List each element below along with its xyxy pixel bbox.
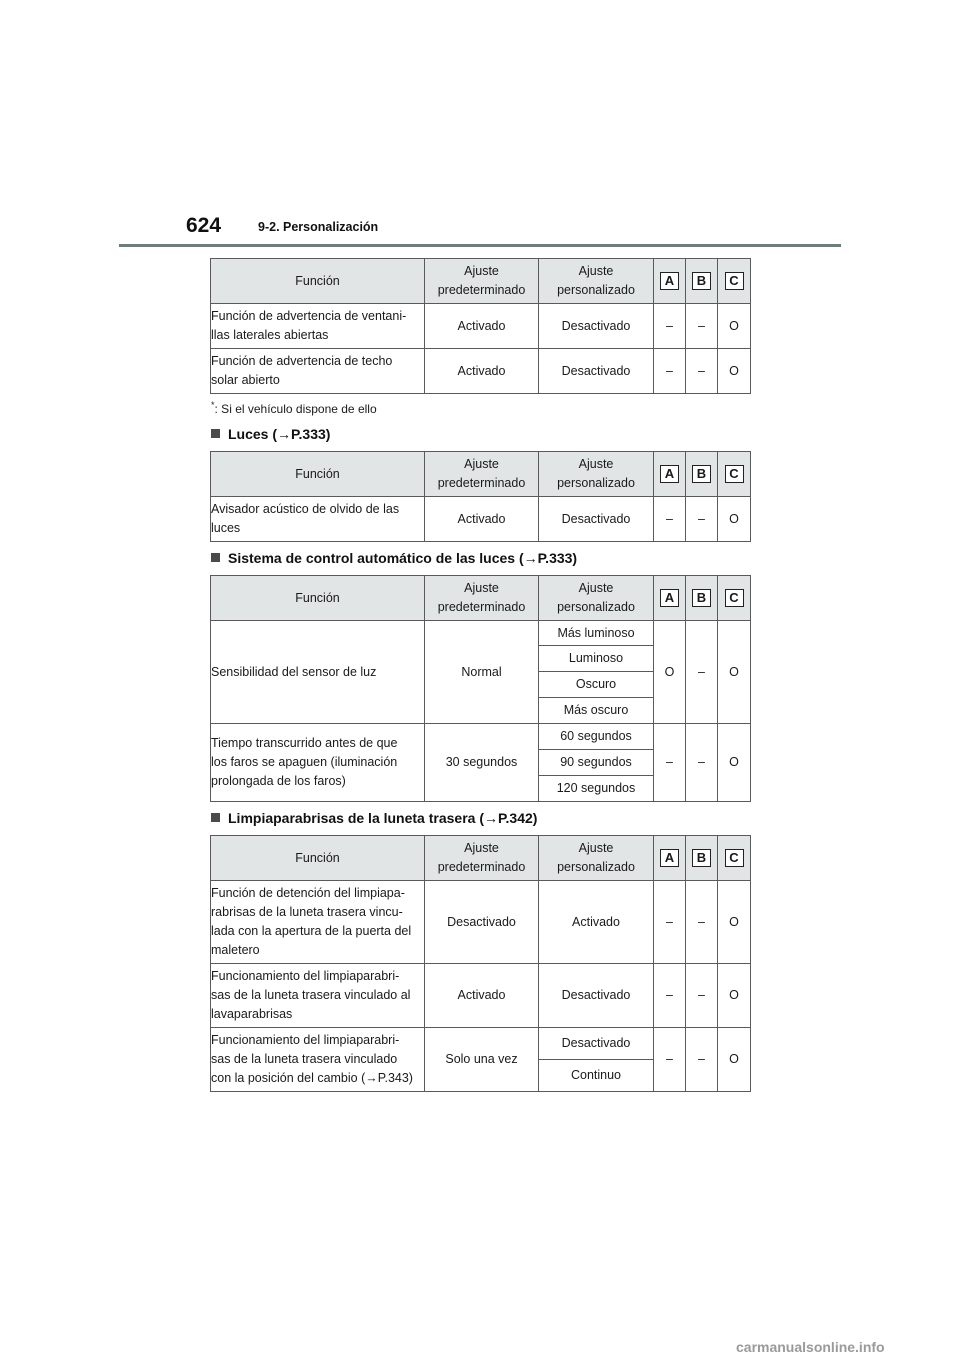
- header-default: Ajuste predeterminado: [425, 836, 539, 881]
- cell-b: –: [686, 724, 718, 802]
- header-custom: Ajuste personalizado: [539, 259, 654, 304]
- header-default: Ajuste predeterminado: [425, 259, 539, 304]
- header-default: Ajuste predeterminado: [425, 452, 539, 497]
- table-header-row: [211, 576, 751, 621]
- cell-function: Sensibilidad del sensor de luz: [211, 621, 425, 724]
- cell-default: Activado: [425, 349, 539, 394]
- cell-c: O: [718, 621, 751, 724]
- cell-option: 60 segundos: [539, 724, 654, 750]
- table-rear-wiper: [210, 835, 750, 1092]
- cell-option: Oscuro: [539, 672, 654, 698]
- table-header-row: [211, 836, 751, 881]
- cell-option: 90 segundos: [539, 750, 654, 776]
- cell-function: Función de advertencia de ventani- llas laterales abiertas: [211, 304, 425, 349]
- table-row: [211, 1028, 751, 1060]
- cell-b: –: [686, 304, 718, 349]
- cell-c: O: [718, 349, 751, 394]
- cell-function: Función de advertencia de techo solar abierto: [211, 349, 425, 394]
- cell-a: –: [654, 349, 686, 394]
- subhead-rear-wiper: Limpiaparabrisas de la luneta trasera (→P.342): [211, 810, 537, 826]
- cell-function: Funcionamiento del limpiaparabri- sas de la luneta trasera vinculado con la posición del cambio (→P.343): [211, 1028, 425, 1092]
- cell-function: Función de detención del limpiapa- rabrisas de la luneta trasera vincu- lada con la apertura de la puerta del maletero: [211, 881, 425, 964]
- table-row: [211, 497, 751, 542]
- header-custom: Ajuste personalizado: [539, 576, 654, 621]
- cell-function: Avisador acústico de olvido de las luces: [211, 497, 425, 542]
- cell-default: Activado: [425, 497, 539, 542]
- cell-b: –: [686, 497, 718, 542]
- cell-option: Luminoso: [539, 646, 654, 672]
- table-header-row: [211, 259, 751, 304]
- table-row: [211, 349, 751, 394]
- header-custom: Ajuste personalizado: [539, 452, 654, 497]
- cell-c: O: [718, 881, 751, 964]
- bullet-square-icon: [211, 553, 220, 562]
- cell-b: –: [686, 621, 718, 724]
- cell-default: Activado: [425, 964, 539, 1028]
- table-row: [211, 621, 751, 646]
- header-custom: Ajuste personalizado: [539, 836, 654, 881]
- header-function: Función: [211, 836, 425, 881]
- cell-default: Solo una vez: [425, 1028, 539, 1092]
- table-row: [211, 881, 751, 964]
- cell-default: Desactivado: [425, 881, 539, 964]
- header-a: A: [654, 576, 686, 621]
- cell-b: –: [686, 1028, 718, 1092]
- section-title: 9-2. Personalización: [258, 220, 379, 234]
- watermark: carmanualsonline.info: [736, 1339, 885, 1355]
- cell-b: –: [686, 964, 718, 1028]
- header-b: B: [686, 576, 718, 621]
- cell-b: –: [686, 881, 718, 964]
- table-row: [211, 724, 751, 750]
- cell-b: –: [686, 349, 718, 394]
- cell-default: 30 segundos: [425, 724, 539, 802]
- cell-a: –: [654, 304, 686, 349]
- footnote: *: Si el vehículo dispone de ello: [211, 400, 377, 416]
- cell-custom: Desactivado: [539, 349, 654, 394]
- bullet-square-icon: [211, 813, 220, 822]
- header-b: B: [686, 452, 718, 497]
- header-rule: [119, 244, 841, 247]
- cell-custom: Desactivado: [539, 964, 654, 1028]
- header-c: C: [718, 452, 751, 497]
- cell-custom: Desactivado: [539, 497, 654, 542]
- cell-function: Tiempo transcurrido antes de que los faros se apaguen (iluminación prolongada de los faros): [211, 724, 425, 802]
- cell-c: O: [718, 964, 751, 1028]
- header-a: A: [654, 259, 686, 304]
- header-a: A: [654, 836, 686, 881]
- cell-a: –: [654, 1028, 686, 1092]
- cell-option: Más luminoso: [539, 621, 654, 646]
- header-default: Ajuste predeterminado: [425, 576, 539, 621]
- cell-option: Más oscuro: [539, 698, 654, 724]
- header-c: C: [718, 576, 751, 621]
- table-windows: [210, 258, 750, 394]
- header-b: B: [686, 259, 718, 304]
- cell-c: O: [718, 497, 751, 542]
- cell-option: 120 segundos: [539, 776, 654, 802]
- cell-a: –: [654, 881, 686, 964]
- table-row: [211, 964, 751, 1028]
- table-row: [211, 304, 751, 349]
- cell-option: Continuo: [539, 1060, 654, 1092]
- cell-option: Desactivado: [539, 1028, 654, 1060]
- bullet-square-icon: [211, 429, 220, 438]
- subhead-auto-lights: Sistema de control automático de las luces (→P.333): [211, 550, 577, 566]
- cell-custom: Desactivado: [539, 304, 654, 349]
- table-header-row: [211, 452, 751, 497]
- cell-c: O: [718, 1028, 751, 1092]
- header-function: Función: [211, 576, 425, 621]
- header-c: C: [718, 836, 751, 881]
- header-c: C: [718, 259, 751, 304]
- header-b: B: [686, 836, 718, 881]
- cell-a: –: [654, 724, 686, 802]
- cell-default: Activado: [425, 304, 539, 349]
- table-auto-lights: [210, 575, 750, 802]
- cell-a: –: [654, 497, 686, 542]
- cell-c: O: [718, 304, 751, 349]
- table-lights: [210, 451, 750, 542]
- header-a: A: [654, 452, 686, 497]
- header-function: Función: [211, 259, 425, 304]
- cell-c: O: [718, 724, 751, 802]
- subhead-lights: Luces (→P.333): [211, 426, 330, 442]
- cell-custom: Activado: [539, 881, 654, 964]
- cell-a: –: [654, 964, 686, 1028]
- header-function: Función: [211, 452, 425, 497]
- cell-a: O: [654, 621, 686, 724]
- cell-default: Normal: [425, 621, 539, 724]
- page-number: 624: [186, 214, 222, 237]
- cell-function: Funcionamiento del limpiaparabri- sas de la luneta trasera vinculado al lavaparabrisas: [211, 964, 425, 1028]
